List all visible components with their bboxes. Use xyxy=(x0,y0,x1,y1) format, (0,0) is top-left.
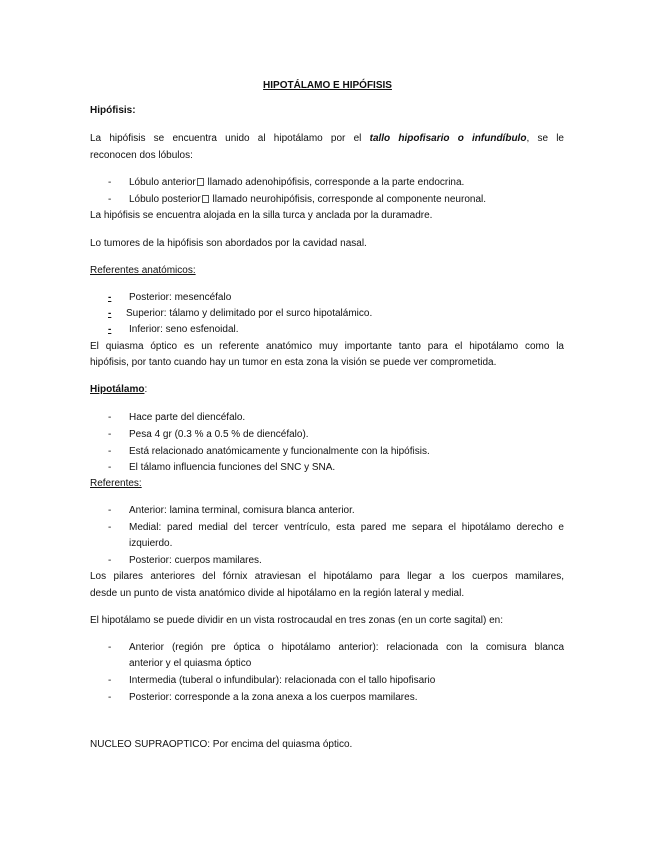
zona-posterior: Posterior: corresponde a la zona anexa a los cuerpos mamilares. xyxy=(129,692,418,703)
list-dash: - xyxy=(108,675,112,686)
ref-medial: Medial: pared medial del tercer ventrículo, esta pared me separa el hipotálamo derecho e xyxy=(129,522,564,533)
list-dash: - xyxy=(108,446,112,457)
lobe-name: Lóbulo anterior xyxy=(129,177,196,188)
division-paragraph: El hipotálamo se puede dividir en un vista rostrocaudal en tres zonas (en un corte sagital) en: xyxy=(90,615,504,626)
lobe-dash: - xyxy=(108,194,112,205)
lobe-anterior xyxy=(129,176,464,189)
referentes-anatomicos-heading: Referentes anatómicos: xyxy=(90,265,196,276)
ref-posterior: Posterior: cuerpos mamilares. xyxy=(129,555,262,566)
tumores-paragraph: Lo tumores de la hipófisis son abordados por la cavidad nasal. xyxy=(90,238,367,249)
list-dash: - xyxy=(108,462,112,473)
ref-text: Superior: tálamo y delimitado por el surco hipotalámico. xyxy=(126,308,373,319)
ref-item-posterior xyxy=(108,291,231,304)
zona-anterior-cont: anterior y el quiasma óptico xyxy=(129,658,252,669)
lobe-name: Lóbulo posterior xyxy=(129,194,201,205)
hipotalamo-heading xyxy=(90,383,147,396)
ref-dash: - xyxy=(108,292,112,303)
list-dash: - xyxy=(108,429,112,440)
list-item: El tálamo influencia funciones del SNC y SNA. xyxy=(129,462,336,473)
quiasma-paragraph-line1: El quiasma óptico es un referente anatómico muy importante tanto para el hipotálamo como la xyxy=(90,341,564,352)
nucleo-supraoptico-paragraph: NUCLEO SUPRAOPTICO: Por encima del quiasma óptico. xyxy=(90,739,353,750)
document-title: HIPOTÁLAMO E HIPÓFISIS xyxy=(263,80,392,91)
list-dash: - xyxy=(108,692,112,703)
lobe-text: llamado adenohipófisis, corresponde a la parte endocrina. xyxy=(204,177,465,188)
hipofisis-heading: Hipófisis: xyxy=(90,105,136,116)
missing-glyph-icon xyxy=(197,178,204,186)
list-item: Está relacionado anatómicamente y funcionalmente con la hipófisis. xyxy=(129,446,430,457)
ref-item-inferior xyxy=(108,323,239,336)
quiasma-paragraph-line2: hipófisis, por tanto cuando hay un tumor en esta zona la visión se puede ver comprometida. xyxy=(90,357,497,368)
lobe-text: llamado neurohipófisis, corresponde al componente neuronal. xyxy=(209,194,487,205)
list-dash: - xyxy=(108,522,112,533)
list-dash: - xyxy=(108,555,112,566)
ref-dash: - xyxy=(108,324,112,335)
pilares-paragraph-line1: Los pilares anteriores del fórnix atraviesan el hipotálamo para llegar a los cuerpos mamilares, xyxy=(90,571,564,582)
intro-text-a: La hipófisis se encuentra unido al hipotálamo por el xyxy=(90,133,362,144)
lobe-posterior xyxy=(129,193,486,206)
ref-medial-cont: izquierdo. xyxy=(129,538,173,549)
intro-italic-term: tallo hipofisario o infundíbulo xyxy=(369,133,527,144)
hipotalamo-heading-text: Hipotálamo xyxy=(90,384,145,395)
lobe-dash: - xyxy=(108,177,112,188)
ref-text: Posterior: mesencéfalo xyxy=(129,292,232,303)
ref-item-superior xyxy=(108,307,372,320)
intro-text-b: , se le xyxy=(526,133,564,144)
missing-glyph-icon xyxy=(202,195,209,203)
pilares-paragraph-line2: desde un punto de vista anatómico divide al hipotálamo en la región lateral y medial. xyxy=(90,588,465,599)
zona-anterior: Anterior (región pre óptica o hipotálamo anterior): relacionada con la comisura blanca xyxy=(129,642,564,653)
list-item: Hace parte del diencéfalo. xyxy=(129,412,246,423)
silla-turca-paragraph: La hipófisis se encuentra alojada en la silla turca y anclada por la duramadre. xyxy=(90,210,433,221)
ref-dash: - xyxy=(108,308,112,319)
hipotalamo-heading-colon: : xyxy=(144,384,148,395)
ref-anterior: Anterior: lamina terminal, comisura blanca anterior. xyxy=(129,505,355,516)
ref-text: Inferior: seno esfenoidal. xyxy=(129,324,239,335)
list-dash: - xyxy=(108,505,112,516)
referentes-heading: Referentes: xyxy=(90,478,142,489)
hipofisis-intro-line1 xyxy=(90,132,564,145)
list-item: Pesa 4 gr (0.3 % a 0.5 % de diencéfalo). xyxy=(129,429,309,440)
list-dash: - xyxy=(108,642,112,653)
list-dash: - xyxy=(108,412,112,423)
hipofisis-intro-line2: reconocen dos lóbulos: xyxy=(90,150,193,161)
zona-intermedia: Intermedia (tuberal o infundibular): relacionada con el tallo hipofisario xyxy=(129,675,436,686)
